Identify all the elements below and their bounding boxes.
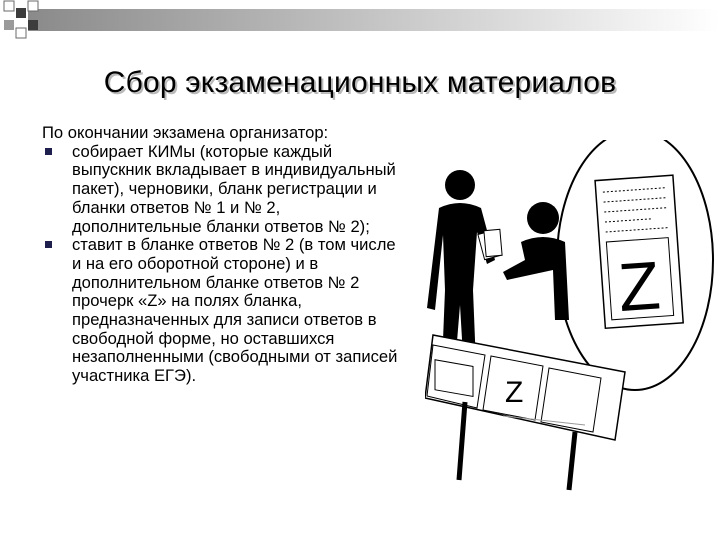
bullet-text: собирает КИМы (которые каждый выпускник вкладывает в индивидуальный пакет), черновики, бланк регистрации и бланки ответов № 1 и № 2, дополнительные бланки ответов № 2); xyxy=(72,141,396,236)
bullet-item xyxy=(42,236,402,386)
bullet-list xyxy=(42,143,402,386)
participant-figure-icon xyxy=(503,202,569,320)
bullet-item xyxy=(42,143,402,237)
square-bullet-icon xyxy=(45,241,52,248)
papers-icon xyxy=(478,229,502,259)
slide-title: Сбор экзаменационных материалов xyxy=(103,66,617,99)
square-bullet-icon xyxy=(45,148,52,155)
zoom-letter: Z xyxy=(615,247,663,327)
intro-text: По окончании экзамена организатор: xyxy=(42,123,329,142)
bullet-text: ставит в бланке ответов № 2 (в том числе и на его оборотной стороне) и в дополнительном бланке ответов № 2 прочерк «Z» на полях бланка, предназначенных для записи ответов в свободной форме, но оставшихся незаполненными (свободными от записей участника ЕГЭ). xyxy=(72,235,398,386)
exam-collection-illustration xyxy=(425,140,715,500)
slide-body xyxy=(42,124,402,386)
desk-letter: Z xyxy=(505,376,524,409)
corner-decoration xyxy=(0,0,720,40)
